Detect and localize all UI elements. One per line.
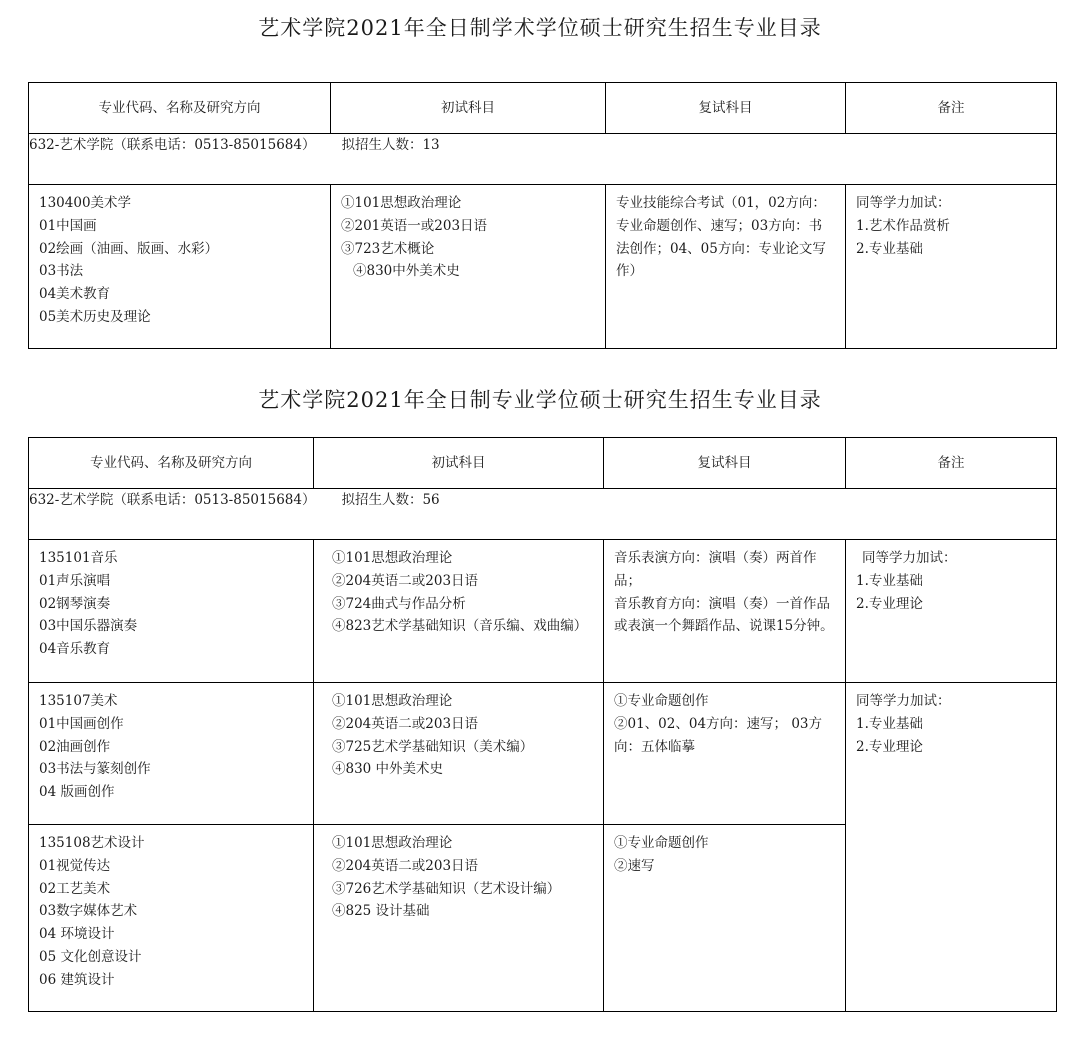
exam-subject: ③725艺术学基础知识（美术编） [332, 738, 534, 755]
table-row [29, 185, 1057, 349]
exam-subject: ④823艺术学基础知识（音乐编、戏曲编） [332, 618, 588, 635]
header-major: 专业代码、名称及研究方向 [29, 83, 331, 134]
notes-item: 2.专业理论 [856, 738, 923, 755]
direction-item: 01视觉传达 [39, 857, 111, 874]
professional-catalog-table [28, 437, 1057, 1012]
major-cell [29, 683, 314, 825]
notes-item: 2.专业理论 [856, 595, 923, 612]
direction-item: 03中国乐器演奏 [39, 618, 138, 635]
retest-cell [604, 540, 846, 683]
college-contact: 632-艺术学院（联系电话：0513-85015684） [29, 492, 316, 508]
direction-item: 06 建筑设计 [39, 971, 115, 988]
enrollment-count: 拟招生人数：13 [341, 137, 440, 153]
header-notes: 备注 [846, 83, 1057, 134]
retest-text: ②速写 [614, 857, 655, 874]
notes-cell [846, 683, 1057, 1012]
direction-item: 03数字媒体艺术 [39, 903, 138, 920]
notes-item: 1.专业基础 [856, 572, 923, 589]
table-row [29, 683, 1057, 825]
direction-item: 04 版画创作 [39, 784, 115, 801]
college-contact: 632-艺术学院（联系电话：0513-85015684） [29, 137, 316, 153]
major-cell [29, 185, 331, 349]
major-cell [29, 540, 314, 683]
exam-cell [314, 683, 604, 825]
exam-subject: ④830 中外美术史 [332, 761, 444, 778]
exam-cell [331, 185, 606, 349]
header-retest: 复试科目 [606, 83, 846, 134]
college-info-row [29, 489, 1057, 540]
notes-heading: 同等学力加试： [856, 195, 951, 211]
retest-text: ①专业命题创作 [614, 835, 709, 851]
notes-heading: 同等学力加试： [856, 693, 951, 709]
notes-item: 1.艺术作品赏析 [856, 217, 950, 234]
table-header-row [29, 83, 1057, 134]
direction-item: 03书法与篆刻创作 [39, 761, 151, 778]
direction-item: 05 文化创意设计 [39, 948, 142, 965]
direction-item: 02钢琴演奏 [39, 595, 111, 612]
page-title-academic: 艺术学院2021年全日制学术学位硕士研究生招生专业目录 [258, 16, 822, 40]
notes-cell [846, 185, 1057, 349]
direction-item: 04 环境设计 [39, 926, 115, 943]
header-major: 专业代码、名称及研究方向 [29, 438, 314, 489]
major-name: 135101音乐 [39, 550, 118, 566]
major-name: 135107美术 [39, 693, 118, 709]
exam-subject: ③724曲式与作品分析 [332, 595, 466, 612]
header-retest: 复试科目 [604, 438, 846, 489]
retest-cell [604, 683, 846, 825]
exam-subject: ①101思想政治理论 [341, 195, 462, 211]
exam-subject: ③726艺术学基础知识（艺术设计编） [332, 880, 561, 897]
college-info-row [29, 134, 1057, 185]
table-header-row [29, 438, 1057, 489]
direction-item: 04音乐教育 [39, 641, 111, 658]
direction-item: 03书法 [39, 263, 84, 280]
exam-subject: ①101思想政治理论 [332, 835, 453, 851]
direction-item: 01声乐演唱 [39, 572, 111, 589]
header-exam: 初试科目 [314, 438, 604, 489]
retest-text: 专业技能综合考试（01，02方向：专业命题创作、速写；03方向：书法创作；04、05方向：专业论文写作） [616, 195, 826, 280]
direction-item: 02工艺美术 [39, 880, 111, 897]
college-info-cell [29, 489, 1057, 540]
exam-subject: ②204英语二或203日语 [332, 572, 479, 589]
exam-cell [314, 540, 604, 683]
exam-subject: ④825 设计基础 [332, 903, 430, 920]
exam-subject: ②204英语二或203日语 [332, 715, 479, 732]
college-info-cell [29, 134, 1057, 185]
direction-item: 01中国画创作 [39, 715, 124, 732]
retest-cell [604, 825, 846, 1012]
academic-catalog-table [28, 82, 1057, 349]
major-cell [29, 825, 314, 1012]
page-title-professional: 艺术学院2021年全日制专业学位硕士研究生招生专业目录 [258, 388, 822, 412]
header-notes: 备注 [846, 438, 1057, 489]
notes-heading: 同等学力加试： [862, 550, 957, 566]
exam-cell [314, 825, 604, 1012]
retest-text: 音乐教育方向：演唱（奏）一首作品或表演一个舞蹈作品、说课15分钟。 [614, 595, 834, 635]
direction-item: 05美术历史及理论 [39, 308, 151, 325]
exam-subject: ①101思想政治理论 [332, 550, 453, 566]
exam-subject: ②201英语一或203日语 [341, 217, 488, 234]
direction-item: 02油画创作 [39, 738, 111, 755]
notes-item: 2.专业基础 [856, 240, 923, 257]
exam-subject: ②204英语二或203日语 [332, 857, 479, 874]
notes-item: 1.专业基础 [856, 715, 923, 732]
direction-item: 01中国画 [39, 217, 97, 234]
retest-cell [606, 185, 846, 349]
retest-text: 音乐表演方向：演唱（奏）两首作品； [614, 550, 817, 589]
exam-subject: ③723艺术概论 [341, 240, 435, 257]
retest-text: ②01、02、04方向：速写； 03方向：五体临摹 [614, 715, 823, 755]
header-exam: 初试科目 [331, 83, 606, 134]
direction-item: 02绘画（油画、版画、水彩） [39, 240, 219, 257]
exam-subject: ①101思想政治理论 [332, 693, 453, 709]
major-name: 130400美术学 [39, 195, 132, 211]
table-row [29, 540, 1057, 683]
notes-cell [846, 540, 1057, 683]
enrollment-count: 拟招生人数：56 [341, 492, 440, 508]
exam-subject: ④830中外美术史 [353, 263, 460, 280]
major-name: 135108艺术设计 [39, 835, 145, 851]
direction-item: 04美术教育 [39, 286, 111, 303]
retest-text: ①专业命题创作 [614, 693, 709, 709]
